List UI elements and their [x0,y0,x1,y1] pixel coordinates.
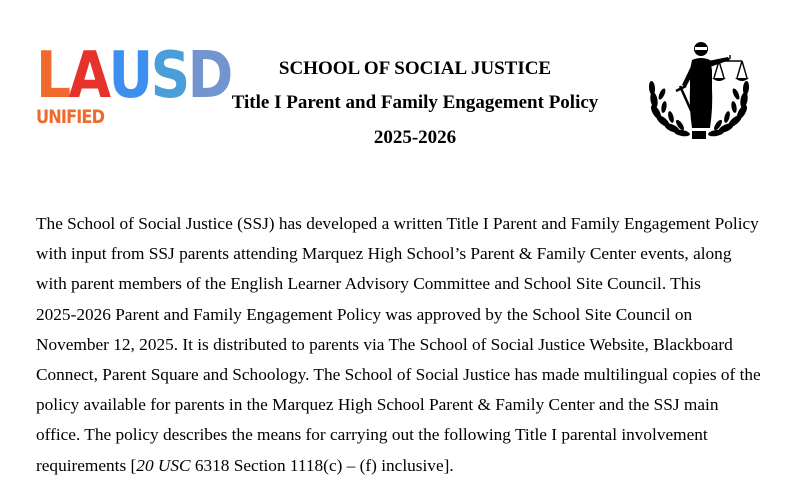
paragraph-line: policy available for parents in the Marquez High School Parent & Family Center and the SSJ main [36,395,719,415]
lady-justice-icon [640,30,758,142]
logo-unified-text: UNIFIED [36,106,105,128]
paragraph-line: November 12, 2025. It is distributed to parents via The School of Social Justice Website, Blackboard [36,334,733,354]
citation-statute: 20 USC [136,455,191,475]
paragraph-line: with parent members of the English Learner Advisory Committee and School Site Council. This [36,274,701,294]
logo-letter-d: D [187,39,231,113]
citation-prefix: requirements [ [36,455,137,475]
paragraph-line: 2025-2026 Parent and Family Engagement Policy was approved by the School Site Council on [36,304,693,324]
logo-letter-l: L [36,39,69,113]
logo-letter-u: U [108,39,151,113]
lausd-logo-letters [36,39,231,113]
school-year-heading: 2025-2026 [373,127,457,148]
paragraph-last-line [36,451,776,481]
policy-title-heading: Title I Parent and Family Engagement Policy [231,92,599,113]
paragraph-line: with input from SSJ parents attending Marquez High School’s Parent & Family Center events, along [36,244,732,264]
logo-letter-a: A [68,39,109,113]
school-name-heading: SCHOOL OF SOCIAL JUSTICE [278,58,552,79]
paragraph-line: Connect, Parent Square and Schoology. The School of Social Justice has made multilingual copies of the [36,365,761,385]
citation-suffix: 6318 Section 1118(c) – (f) inclusive]. [190,455,454,475]
policy-intro-paragraph [36,209,776,481]
lausd-unified-logo [36,39,231,134]
paragraph-line: The School of Social Justice (SSJ) has developed a written Title I Parent and Family Engagement Policy [36,214,759,233]
logo-letter-s: S [150,39,188,113]
paragraph-line: office. The policy describes the means for carrying out the following Title I parental involvement [36,425,708,445]
